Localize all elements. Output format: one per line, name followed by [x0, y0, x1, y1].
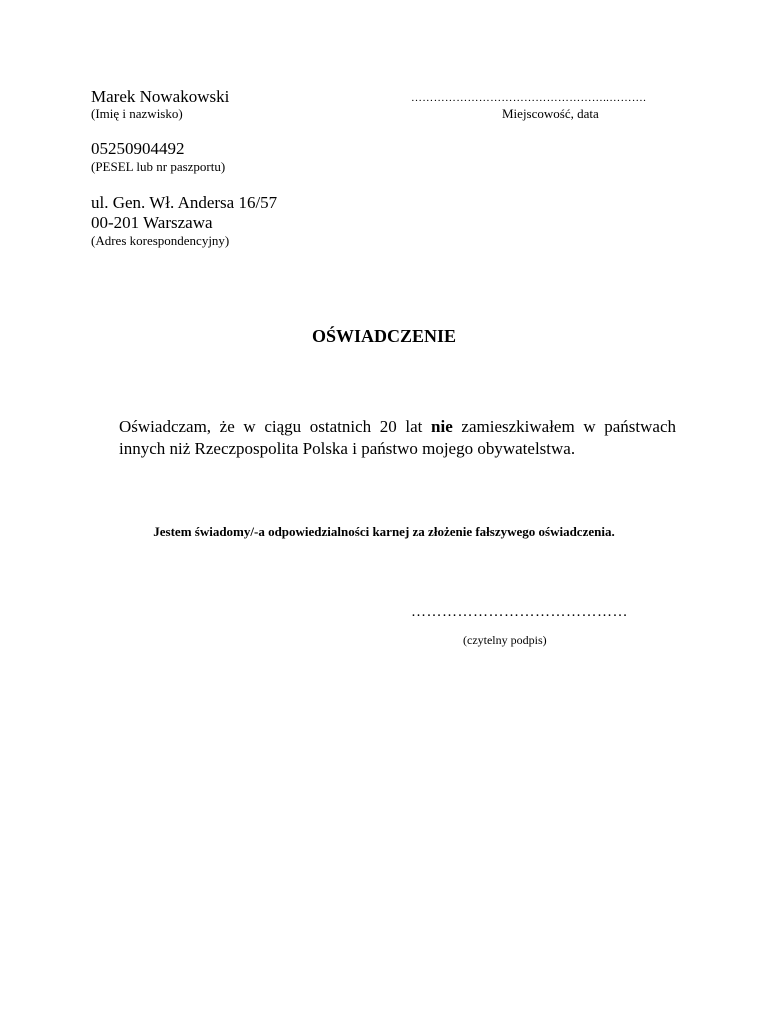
pesel-value: 05250904492	[91, 139, 185, 158]
statement-negation: nie	[431, 417, 453, 436]
statement-paragraph	[119, 416, 676, 460]
signature-dots: ……………………………………	[411, 604, 628, 620]
person-name-label: (Imię i nazwisko)	[91, 106, 183, 121]
place-date-label: Miejscowość, data	[502, 106, 599, 121]
statement-text-end: zamieszkiwałem w państwach innych niż Rzeczpospolita Polska i państwo mojego obywatelstwa.	[119, 417, 676, 458]
pesel-label: (PESEL lub nr paszportu)	[91, 159, 226, 174]
signature-label: (czytelny podpis)	[463, 633, 547, 647]
statement-text-start: Oświadczam, że w ciągu ostatnich 20 lat	[119, 417, 432, 436]
person-name: Marek Nowakowski	[91, 87, 230, 106]
address-label: (Adres korespondencyjny)	[91, 233, 230, 248]
address-line-1: ul. Gen. Wł. Andersa 16/57	[91, 193, 278, 212]
document-title: OŚWIADCZENIE	[311, 326, 457, 346]
address-line-2: 00-201 Warszawa	[91, 213, 213, 232]
liability-warning: Jestem świadomy/-a odpowiedzialności karnej za złożenie fałszywego oświadczenia.	[153, 524, 615, 539]
place-date-dots: ……………………………………………..……….	[411, 92, 647, 104]
